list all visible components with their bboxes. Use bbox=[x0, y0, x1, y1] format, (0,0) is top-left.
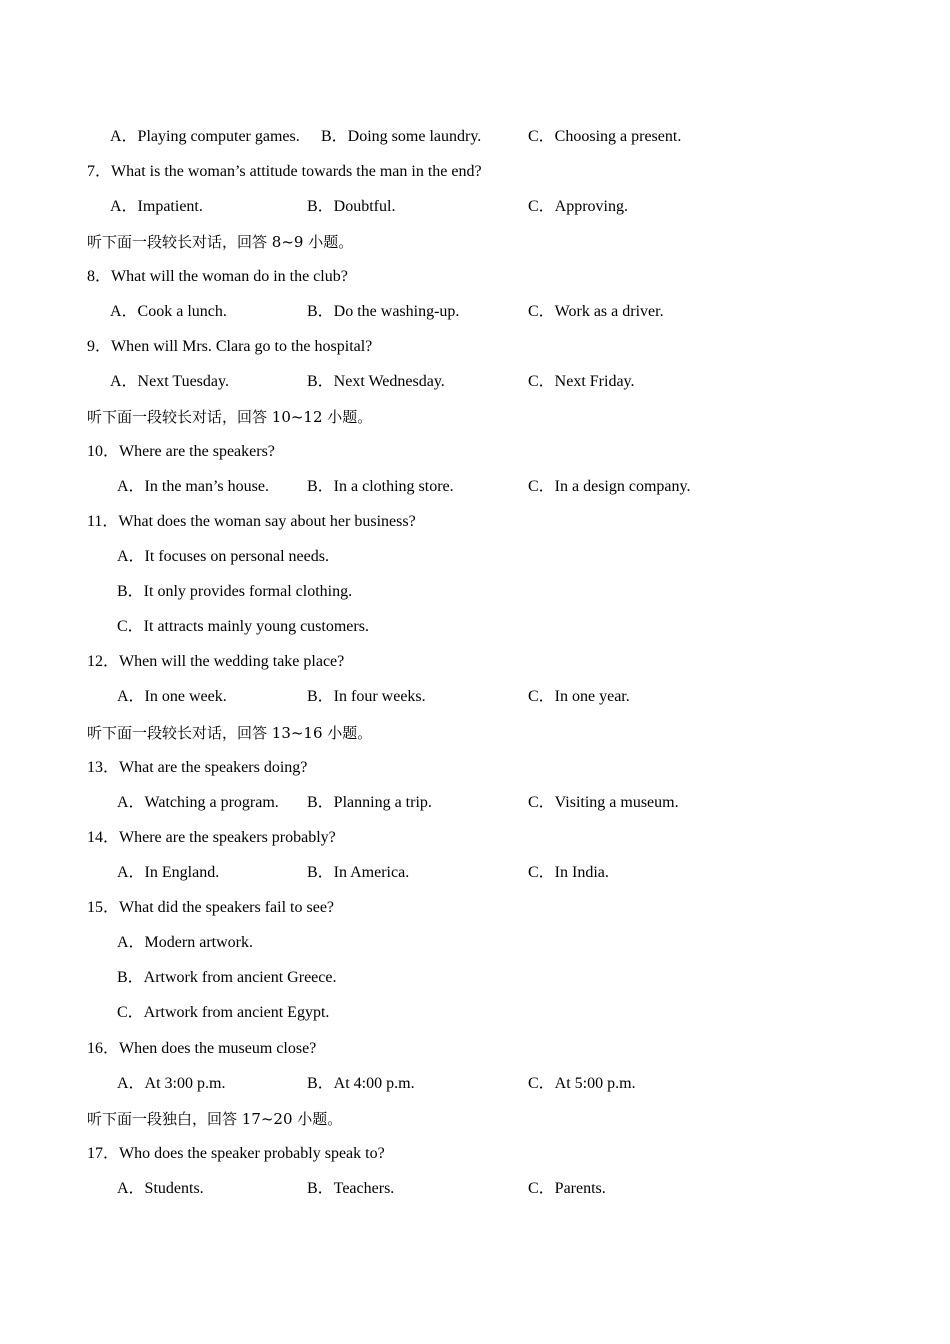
q7-option-c: C．Approving. bbox=[528, 198, 629, 215]
q15-option-c: C．Artwork from ancient Egypt. bbox=[117, 1004, 330, 1021]
q8-option-b: B．Do the washing-up. bbox=[307, 303, 460, 320]
q6-option-c: C．Choosing a present. bbox=[528, 128, 682, 145]
q12-option-a: A．In one week. bbox=[117, 688, 227, 705]
q10-option-c: C．In a design company. bbox=[528, 478, 691, 495]
q8-question: 8．What will the woman do in the club? bbox=[87, 268, 348, 285]
q11-option-a: A．It focuses on personal needs. bbox=[117, 548, 329, 565]
q11-option-b: B．It only provides formal clothing. bbox=[117, 583, 353, 600]
q14-question: 14．Where are the speakers probably? bbox=[87, 829, 336, 846]
q10-question: 10．Where are the speakers? bbox=[87, 443, 275, 460]
q9-option-b: B．Next Wednesday. bbox=[307, 373, 445, 390]
q10-option-a: A．In the man’s house. bbox=[117, 478, 269, 495]
q14-option-c: C．In India. bbox=[528, 864, 609, 881]
q9-option-c: C．Next Friday. bbox=[528, 373, 635, 390]
q11-option-c: C．It attracts mainly young customers. bbox=[117, 618, 369, 635]
q13-option-b: B．Planning a trip. bbox=[307, 794, 432, 811]
q14-option-a: A．In England. bbox=[117, 864, 220, 881]
q6-option-b: B．Doing some laundry. bbox=[321, 128, 482, 145]
q10-option-b: B．In a clothing store. bbox=[307, 478, 454, 495]
q16-option-c: C．At 5:00 p.m. bbox=[528, 1075, 636, 1092]
q17-question: 17．Who does the speaker probably speak to? bbox=[87, 1145, 385, 1162]
q12-question: 12．When will the wedding take place? bbox=[87, 653, 345, 670]
q7-option-a: A．Impatient. bbox=[110, 198, 203, 215]
q9-option-a: A．Next Tuesday. bbox=[110, 373, 229, 390]
q15-option-b: B．Artwork from ancient Greece. bbox=[117, 969, 337, 986]
q16-option-a: A．At 3:00 p.m. bbox=[117, 1075, 226, 1092]
q8-option-c: C．Work as a driver. bbox=[528, 303, 664, 320]
q8-option-a: A．Cook a lunch. bbox=[110, 303, 227, 320]
section-text-10-12: 听下面一段较长对话，回答 10~12 小题。 bbox=[87, 408, 373, 426]
q16-option-b: B．At 4:00 p.m. bbox=[307, 1075, 415, 1092]
section-text-13-16: 听下面一段较长对话，回答 13~16 小题。 bbox=[87, 724, 373, 742]
q14-option-b: B．In America. bbox=[307, 864, 410, 881]
q6-option-a: A．Playing computer games. bbox=[110, 128, 300, 145]
q11-question: 11．What does the woman say about her business? bbox=[87, 513, 416, 530]
q13-option-a: A．Watching a program. bbox=[117, 794, 279, 811]
q15-question: 15．What did the speakers fail to see? bbox=[87, 899, 335, 916]
section-text-8-9: 听下面一段较长对话，回答 8~9 小题。 bbox=[87, 233, 354, 251]
q9-question: 9．When will Mrs. Clara go to the hospital? bbox=[87, 338, 373, 355]
q16-question: 16．When does the museum close? bbox=[87, 1040, 317, 1057]
q12-option-b: B．In four weeks. bbox=[307, 688, 426, 705]
q17-option-c: C．Parents. bbox=[528, 1180, 606, 1197]
q12-option-c: C．In one year. bbox=[528, 688, 630, 705]
q13-option-c: C．Visiting a museum. bbox=[528, 794, 679, 811]
q17-option-a: A．Students. bbox=[117, 1180, 204, 1197]
section-text-17-20: 听下面一段独白，回答 17~20 小题。 bbox=[87, 1110, 343, 1128]
q17-option-b: B．Teachers. bbox=[307, 1180, 395, 1197]
q7-option-b: B．Doubtful. bbox=[307, 198, 396, 215]
q15-option-a: A．Modern artwork. bbox=[117, 934, 253, 951]
q13-question: 13．What are the speakers doing? bbox=[87, 759, 308, 776]
q7-question: 7．What is the woman’s attitude towards the man in the end? bbox=[87, 163, 482, 180]
